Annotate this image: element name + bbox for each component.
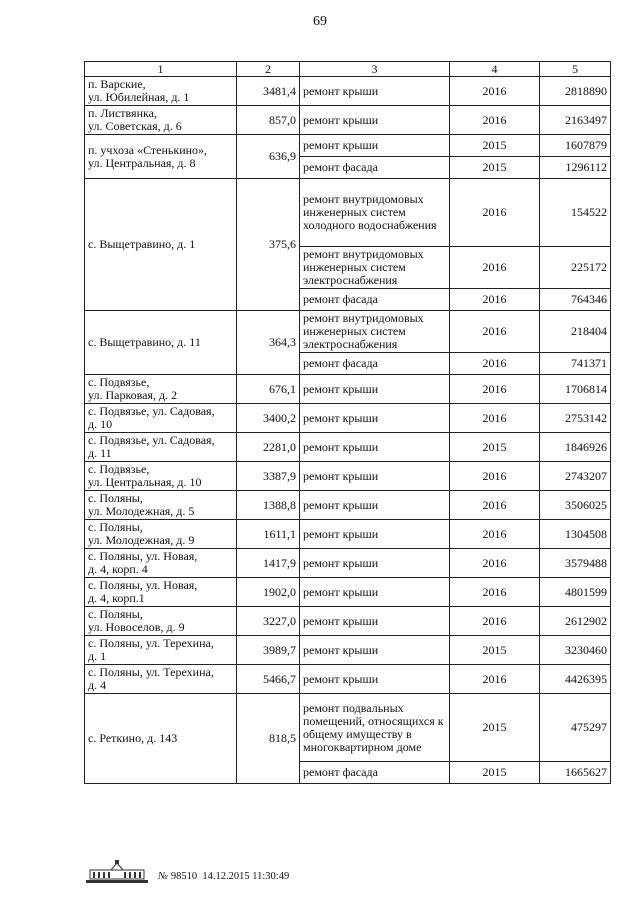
year-cell: 2016 — [450, 520, 540, 549]
area-cell: 3481,4 — [237, 77, 300, 106]
address-cell: с. Поляны, ул. Новая, д. 4, корп.1 — [85, 578, 237, 607]
year-cell: 2016 — [450, 665, 540, 694]
work-type-cell: ремонт крыши — [300, 77, 450, 106]
column-header: 4 — [450, 62, 540, 77]
work-type-cell: ремонт крыши — [300, 549, 450, 578]
area-cell: 857,0 — [237, 106, 300, 135]
cost-cell: 4801599 — [540, 578, 611, 607]
address-cell: с. Подвязье, ул. Садовая, д. 11 — [85, 433, 237, 462]
address-cell: п. Листвянка, ул. Советская, д. 6 — [85, 106, 237, 135]
year-cell: 2015 — [450, 694, 540, 762]
year-cell: 2016 — [450, 353, 540, 375]
cost-cell: 3230460 — [540, 636, 611, 665]
area-cell: 5466,7 — [237, 665, 300, 694]
cost-cell: 154522 — [540, 179, 611, 247]
document-number: 98510 — [170, 871, 198, 882]
work-type-cell: ремонт крыши — [300, 520, 450, 549]
table-row — [85, 404, 611, 433]
work-type-cell: ремонт внутридомовых инженерных систем холодного водоснабжения — [300, 179, 450, 247]
address-cell: с. Поляны, ул. Молодежная, д. 9 — [85, 520, 237, 549]
address-cell: с. Подвязье, ул. Парковая, д. 2 — [85, 375, 237, 404]
address-cell: с. Поляны, ул. Новая, д. 4, корп. 4 — [85, 549, 237, 578]
address-cell: п. Варские, ул. Юбилейная, д. 1 — [85, 77, 237, 106]
cost-cell: 225172 — [540, 247, 611, 289]
government-building-logo — [84, 860, 150, 884]
year-cell: 2015 — [450, 433, 540, 462]
table-row — [85, 520, 611, 549]
work-type-cell: ремонт фасада — [300, 762, 450, 784]
area-cell: 1388,8 — [237, 491, 300, 520]
table-row — [85, 375, 611, 404]
year-cell: 2016 — [450, 179, 540, 247]
area-cell: 676,1 — [237, 375, 300, 404]
page-number: 69 — [313, 14, 327, 29]
year-cell: 2016 — [450, 311, 540, 353]
cost-cell: 1607879 — [540, 135, 611, 157]
cost-cell: 764346 — [540, 289, 611, 311]
work-type-cell: ремонт крыши — [300, 462, 450, 491]
work-type-cell: ремонт крыши — [300, 607, 450, 636]
header-row — [85, 62, 611, 77]
number-symbol: № — [158, 871, 168, 882]
year-cell: 2016 — [450, 289, 540, 311]
cost-cell: 2163497 — [540, 106, 611, 135]
cost-cell: 1846926 — [540, 433, 611, 462]
column-header: 3 — [300, 62, 450, 77]
document-timestamp: 14.12.2015 11:30:49 — [202, 871, 290, 882]
table-row — [85, 135, 611, 157]
area-cell: 1902,0 — [237, 578, 300, 607]
work-type-cell: ремонт крыши — [300, 404, 450, 433]
work-type-cell: ремонт внутридомовых инженерных систем электроснабжения — [300, 311, 450, 353]
table-row — [85, 665, 611, 694]
work-type-cell: ремонт крыши — [300, 578, 450, 607]
year-cell: 2016 — [450, 578, 540, 607]
work-type-cell: ремонт внутридомовых инженерных систем электроснабжения — [300, 247, 450, 289]
cost-cell: 741371 — [540, 353, 611, 375]
year-cell: 2016 — [450, 607, 540, 636]
column-header: 1 — [85, 62, 237, 77]
year-cell: 2015 — [450, 636, 540, 665]
year-cell: 2016 — [450, 404, 540, 433]
address-cell: п. учхоза «Стенькино», ул. Центральная, д. 8 — [85, 135, 237, 179]
area-cell: 375,6 — [237, 179, 300, 311]
work-type-cell: ремонт подвальных помещений, относящихся к общему имуществу в многоквартирном доме — [300, 694, 450, 762]
cost-cell: 1296112 — [540, 157, 611, 179]
repair-schedule-table — [84, 61, 611, 784]
address-cell: с. Поляны, ул. Терехина, д. 4 — [85, 665, 237, 694]
work-type-cell: ремонт фасада — [300, 289, 450, 311]
work-type-cell: ремонт фасада — [300, 353, 450, 375]
address-cell: с. Реткино, д. 143 — [85, 694, 237, 784]
table-row — [85, 491, 611, 520]
area-cell: 364,3 — [237, 311, 300, 375]
year-cell: 2016 — [450, 106, 540, 135]
work-type-cell: ремонт крыши — [300, 433, 450, 462]
table-row — [85, 433, 611, 462]
cost-cell: 218404 — [540, 311, 611, 353]
address-cell: с. Подвязье, ул. Садовая, д. 10 — [85, 404, 237, 433]
area-cell: 3989,7 — [237, 636, 300, 665]
cost-cell: 4426395 — [540, 665, 611, 694]
year-cell: 2015 — [450, 157, 540, 179]
table-row — [85, 549, 611, 578]
table-row — [85, 578, 611, 607]
cost-cell: 475297 — [540, 694, 611, 762]
year-cell: 2016 — [450, 462, 540, 491]
work-type-cell: ремонт крыши — [300, 665, 450, 694]
document-footer — [84, 860, 289, 884]
year-cell: 2016 — [450, 491, 540, 520]
cost-cell: 3579488 — [540, 549, 611, 578]
work-type-cell: ремонт крыши — [300, 636, 450, 665]
year-cell: 2016 — [450, 549, 540, 578]
address-cell: с. Поляны, ул. Терехина, д. 1 — [85, 636, 237, 665]
table-row — [85, 607, 611, 636]
table-row — [85, 179, 611, 247]
table-row — [85, 106, 611, 135]
cost-cell: 2818890 — [540, 77, 611, 106]
area-cell: 636,9 — [237, 135, 300, 179]
table-row — [85, 311, 611, 353]
area-cell: 1417,9 — [237, 549, 300, 578]
cost-cell: 2743207 — [540, 462, 611, 491]
table-row — [85, 636, 611, 665]
area-cell: 3387,9 — [237, 462, 300, 491]
year-cell: 2016 — [450, 247, 540, 289]
address-cell: с. Выщетравино, д. 11 — [85, 311, 237, 375]
area-cell: 818,5 — [237, 694, 300, 784]
work-type-cell: ремонт крыши — [300, 491, 450, 520]
cost-cell: 2753142 — [540, 404, 611, 433]
cost-cell: 2612902 — [540, 607, 611, 636]
cost-cell: 1304508 — [540, 520, 611, 549]
address-cell: с. Поляны, ул. Новоселов, д. 9 — [85, 607, 237, 636]
document-stamp — [158, 870, 289, 884]
address-cell: с. Выщетравино, д. 1 — [85, 179, 237, 311]
year-cell: 2015 — [450, 762, 540, 784]
work-type-cell: ремонт фасада — [300, 157, 450, 179]
work-type-cell: ремонт крыши — [300, 106, 450, 135]
cost-cell: 1706814 — [540, 375, 611, 404]
address-cell: с. Поляны, ул. Молодежная, д. 5 — [85, 491, 237, 520]
area-cell: 3227,0 — [237, 607, 300, 636]
area-cell: 1611,1 — [237, 520, 300, 549]
table-row — [85, 77, 611, 106]
area-cell: 2281,0 — [237, 433, 300, 462]
table-row — [85, 462, 611, 491]
year-cell: 2016 — [450, 375, 540, 404]
address-cell: с. Подвязье, ул. Центральная, д. 10 — [85, 462, 237, 491]
cost-cell: 3506025 — [540, 491, 611, 520]
cost-cell: 1665627 — [540, 762, 611, 784]
area-cell: 3400,2 — [237, 404, 300, 433]
year-cell: 2015 — [450, 135, 540, 157]
column-header: 2 — [237, 62, 300, 77]
table-row — [85, 694, 611, 762]
column-header: 5 — [540, 62, 611, 77]
year-cell: 2016 — [450, 77, 540, 106]
work-type-cell: ремонт крыши — [300, 375, 450, 404]
work-type-cell: ремонт крыши — [300, 135, 450, 157]
